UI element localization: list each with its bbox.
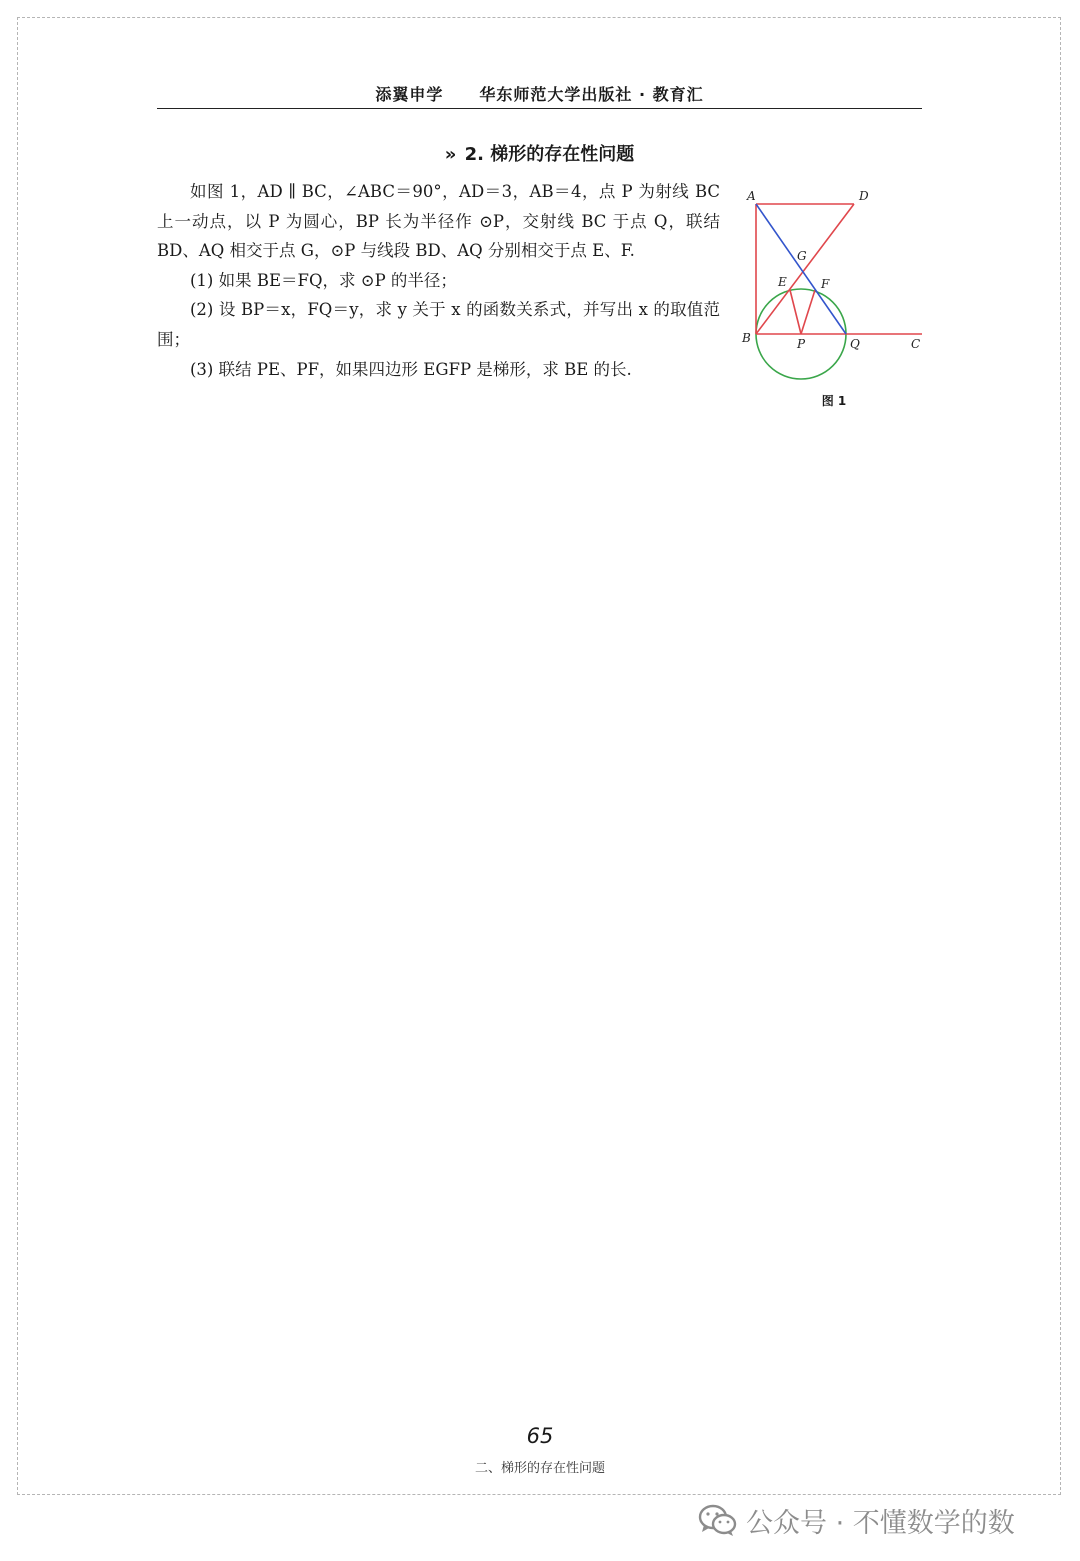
page-number: 65 xyxy=(526,1424,554,1448)
question-1: (1) 如果 BE＝FQ，求 ⊙P 的半径； xyxy=(190,270,457,290)
wechat-icon xyxy=(698,1503,738,1537)
segment-bd xyxy=(756,204,854,334)
label-b: B xyxy=(742,331,751,345)
segment-aq xyxy=(756,204,846,334)
label-p: P xyxy=(797,337,806,351)
figure-caption: 图 1 xyxy=(821,394,847,408)
segment-pf xyxy=(801,290,815,334)
label-e: E xyxy=(778,275,787,289)
label-c: C xyxy=(911,337,921,351)
label-g: G xyxy=(797,249,807,263)
section-title-text: 2. 梯形的存在性问题 xyxy=(464,144,635,165)
section-marker: » xyxy=(444,144,457,165)
header-left: 添翼申学 xyxy=(375,85,444,104)
question-3: (3) 联结 PE、PF，如果四边形 EGFP 是梯形，求 BE 的长. xyxy=(190,359,632,379)
label-f: F xyxy=(821,277,830,291)
question-2: (2) 设 BP＝x，FQ＝y，求 y 关于 x 的函数关系式，并写出 x 的取值范围； xyxy=(157,300,720,349)
header-right: 华东师范大学出版社 · 教育汇 xyxy=(479,85,704,104)
figure-svg xyxy=(738,182,930,392)
label-a: A xyxy=(747,189,756,203)
problem-text xyxy=(157,177,720,384)
footer-chapter: 二、梯形的存在性问题 xyxy=(474,1461,605,1476)
watermark-text: 公众号 · 不懂数学的数 xyxy=(746,1507,1015,1539)
geometry-figure xyxy=(738,182,930,414)
page-header xyxy=(157,82,922,109)
watermark xyxy=(698,1500,1015,1540)
problem-intro: 如图 1，AD ∥ BC，∠ABC＝90°，AD＝3，AB＝4，点 P 为射线 BC 上一动点，以 P 为圆心，BP 长为半径作 ⊙P，交射线 BC 于点 Q，联结 BD、AQ 相交于点 G，⊙P 与线段 BD、AQ 分别相交于点 E、F. xyxy=(157,182,720,261)
label-d: D xyxy=(859,189,869,203)
label-q: Q xyxy=(850,337,860,351)
segment-pe xyxy=(790,290,801,334)
section-title xyxy=(157,140,922,166)
